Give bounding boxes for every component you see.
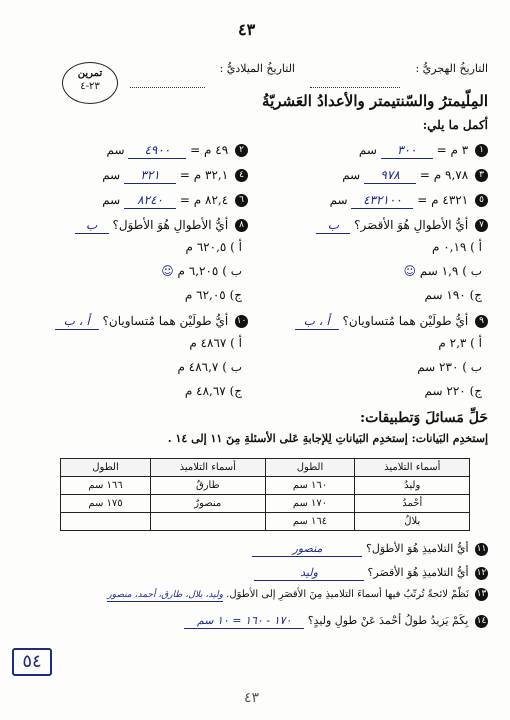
mcq-7-option-b[interactable] bbox=[403, 264, 482, 279]
badge-word: تمرين bbox=[77, 68, 103, 79]
mcq-8 bbox=[75, 218, 248, 234]
table-header: الطول bbox=[265, 459, 355, 477]
table-cell: طارقٌ bbox=[151, 477, 266, 495]
exercise-5 bbox=[330, 193, 488, 209]
table-row bbox=[61, 477, 470, 495]
table-header: الطول bbox=[61, 459, 151, 477]
hijri-date-label: التاريخُ الهجريُّ : bbox=[415, 62, 488, 75]
exercise-unit: سم bbox=[106, 143, 125, 157]
table-row bbox=[61, 513, 470, 531]
heights-table-wrap bbox=[60, 458, 470, 531]
question-number: ١٣ bbox=[476, 589, 487, 599]
mcq-9 bbox=[295, 314, 488, 330]
lesson-title: المِلّيمترُ والسّنتيمتر والأعدادُ العَشريّةُ bbox=[262, 92, 488, 110]
mcq-answer[interactable]: ب bbox=[75, 218, 109, 234]
page-number-bottom: ٤٣ bbox=[244, 690, 260, 706]
mcq-9-option-b[interactable]: ب ) ٢٣٠ سم bbox=[417, 360, 482, 374]
question-11 bbox=[252, 542, 488, 557]
table-cell: منصورٌ bbox=[151, 495, 266, 513]
exercise-4 bbox=[102, 168, 248, 184]
question-13 bbox=[107, 588, 488, 602]
question-number: ١٢ bbox=[476, 567, 487, 578]
exercise-answer[interactable]: ٤٩٠٠ bbox=[128, 143, 186, 159]
exercise-text: ٣ م = bbox=[436, 143, 469, 157]
question-answer[interactable]: وليد، بلال، طارق، أحمد، منصور bbox=[107, 590, 223, 602]
exercise-number: ٥ bbox=[475, 194, 488, 207]
option-text: ب ) ٦,٢٠٥ م bbox=[177, 264, 242, 278]
section-title: حَلِّ مَسائلَ وَتطبيقات: bbox=[359, 410, 488, 426]
question-answer[interactable]: وليد bbox=[254, 566, 364, 581]
gregorian-date-field[interactable] bbox=[130, 73, 205, 92]
mcq-answer[interactable]: ب bbox=[316, 218, 350, 234]
question-number: ١٤ bbox=[476, 615, 487, 626]
mcq-10-option-c[interactable]: ج) ٤٨,٦٧ م bbox=[184, 384, 242, 398]
mcq-8-option-b[interactable] bbox=[161, 264, 242, 279]
exercise-answer[interactable]: ٣٢١ bbox=[124, 168, 176, 184]
question-text: نَظّمْ لائحةً تُرتّبُ فيها أسماءَ التلاميذِ مِنَ الأقصَرِ إلى الأطوَل. bbox=[226, 589, 469, 600]
table-row bbox=[61, 495, 470, 513]
mcq-10-option-a[interactable]: أ ) ٤٨٦٧ م bbox=[189, 336, 242, 350]
table-cell: أحْمدُ bbox=[355, 495, 470, 513]
table-cell: ١٧٠ سم bbox=[265, 495, 355, 513]
mcq-question: أيُّ الأطوالِ هُوَ الأقصَر؟ bbox=[354, 218, 469, 232]
mcq-question: أيُّ طولَيْن هما مُتساويان؟ bbox=[102, 314, 229, 328]
lesson-instruction: أكمل ما يلي: bbox=[422, 118, 488, 132]
mcq-7-option-a[interactable]: أ ) ٠,١٩ م bbox=[431, 240, 482, 254]
mcq-answer[interactable]: أ ، ب bbox=[55, 314, 99, 330]
exercise-3 bbox=[342, 168, 488, 184]
exercise-unit: سم bbox=[102, 193, 121, 207]
question-answer[interactable]: ١٧٠ - ١٦٠ = ١٠ سم bbox=[184, 614, 304, 629]
mcq-question: أيُّ الأطوالِ هُوَ الأطوَل؟ bbox=[112, 218, 229, 232]
gregorian-date-label: التاريخُ الميلاديُّ : bbox=[219, 62, 295, 75]
exercise-badge bbox=[62, 62, 118, 104]
exercise-text: ٨٢,٤ م = bbox=[179, 193, 229, 207]
table-header-row bbox=[61, 459, 470, 477]
hijri-date-field[interactable] bbox=[310, 73, 400, 92]
mcq-number: ٨ bbox=[235, 219, 248, 232]
table-cell: ١٦٠ سم bbox=[265, 477, 355, 495]
mcq-7-option-c[interactable]: ج) ١٩٠ سم bbox=[424, 288, 482, 302]
exercise-number: ٤ bbox=[235, 169, 248, 182]
mcq-9-option-c[interactable]: ج) ٢٢٠ سم bbox=[424, 384, 482, 398]
option-text: ب ) ١,٩ سم bbox=[419, 264, 482, 278]
mcq-answer[interactable]: أ ، ب bbox=[295, 314, 339, 330]
question-text: بِكَمْ يَزيدُ طولُ أحْمدَ عَنْ طولِ وليدٍ؟ bbox=[307, 614, 469, 627]
exercise-unit: سم bbox=[102, 168, 121, 182]
exercise-answer[interactable]: ٨٢٤٠ bbox=[124, 193, 176, 209]
exercise-number: ١ bbox=[475, 144, 488, 157]
exercise-number: ٦ bbox=[235, 194, 248, 207]
heights-table bbox=[60, 458, 470, 531]
exercise-unit: سم bbox=[358, 143, 377, 157]
smiley-mark-icon: ☺ bbox=[161, 264, 174, 278]
exercise-text: ٣٢,١ م = bbox=[179, 168, 229, 182]
exercise-answer[interactable]: ٩٧٨ bbox=[364, 168, 416, 184]
mcq-9-option-a[interactable]: أ ) ٢,٣ م bbox=[438, 336, 482, 350]
exercise-answer[interactable]: ٤٣٢١٠٠ bbox=[351, 193, 413, 209]
exercise-2 bbox=[106, 143, 248, 159]
question-14 bbox=[184, 614, 488, 629]
mcq-number: ١٠ bbox=[236, 316, 247, 326]
mcq-number: ٩ bbox=[475, 315, 488, 328]
mcq-10 bbox=[55, 314, 248, 330]
exercise-answer[interactable]: ٣٠٠ bbox=[381, 143, 433, 159]
mcq-8-option-c[interactable]: ج) ٦٢,٠٥ م bbox=[184, 288, 242, 302]
table-header: أسماء التلاميذ bbox=[151, 459, 266, 477]
mcq-8-option-a[interactable]: أ ) ٦٢٠,٥ م bbox=[185, 240, 242, 254]
exercise-1 bbox=[359, 143, 488, 159]
question-number: ١١ bbox=[476, 543, 487, 554]
mcq-7 bbox=[316, 218, 488, 234]
mcq-question: أيُّ طولَيْن هما مُتساويان؟ bbox=[342, 314, 469, 328]
exercise-unit: سم bbox=[342, 168, 361, 182]
table-cell: ١٧٥ سم bbox=[61, 495, 151, 513]
exercise-6 bbox=[102, 193, 248, 209]
badge-number: ٢٣-٤ bbox=[80, 80, 100, 92]
question-answer[interactable]: منصور bbox=[252, 542, 362, 557]
exercise-number: ٣ bbox=[475, 169, 488, 182]
question-text: أيُّ التلاميذِ هُوَ الأطوَل؟ bbox=[365, 542, 469, 555]
smiley-mark-icon: ☺ bbox=[403, 264, 416, 278]
section-instruction: إستخدِم البَيانات: إستخدِم البَياناتِ لِلإجابةِ عَلى الأسئلةِ مِنَ ١١ إلى ١٤ . bbox=[167, 432, 488, 445]
table-header: أسماء التلاميذ bbox=[355, 459, 470, 477]
table-cell: ١٦٦ سم bbox=[61, 477, 151, 495]
exercise-text: ٤٩ م = bbox=[190, 143, 229, 157]
mcq-number: ٧ bbox=[475, 219, 488, 232]
page-number-top: ٤٣ bbox=[238, 20, 256, 39]
question-text: أيُّ التلاميذِ هُوَ الأقصَر؟ bbox=[367, 566, 469, 579]
exercise-unit: سم bbox=[329, 193, 348, 207]
handwritten-page-number: ٥٤ bbox=[12, 648, 52, 676]
exercise-text: ٩,٧٨ م = bbox=[419, 168, 469, 182]
question-12 bbox=[254, 566, 488, 581]
table-cell: وليدٌ bbox=[355, 477, 470, 495]
table-cell: بلالٌ bbox=[355, 513, 470, 531]
table-cell bbox=[151, 513, 266, 531]
exercise-text: ٤٣٢١ م = bbox=[417, 193, 469, 207]
exercise-number: ٢ bbox=[235, 144, 248, 157]
table-cell: ١٦٤ سم bbox=[265, 513, 355, 531]
table-cell bbox=[61, 513, 151, 531]
mcq-10-option-b[interactable]: ب ) ٤٨٦,٧ م bbox=[177, 360, 242, 374]
